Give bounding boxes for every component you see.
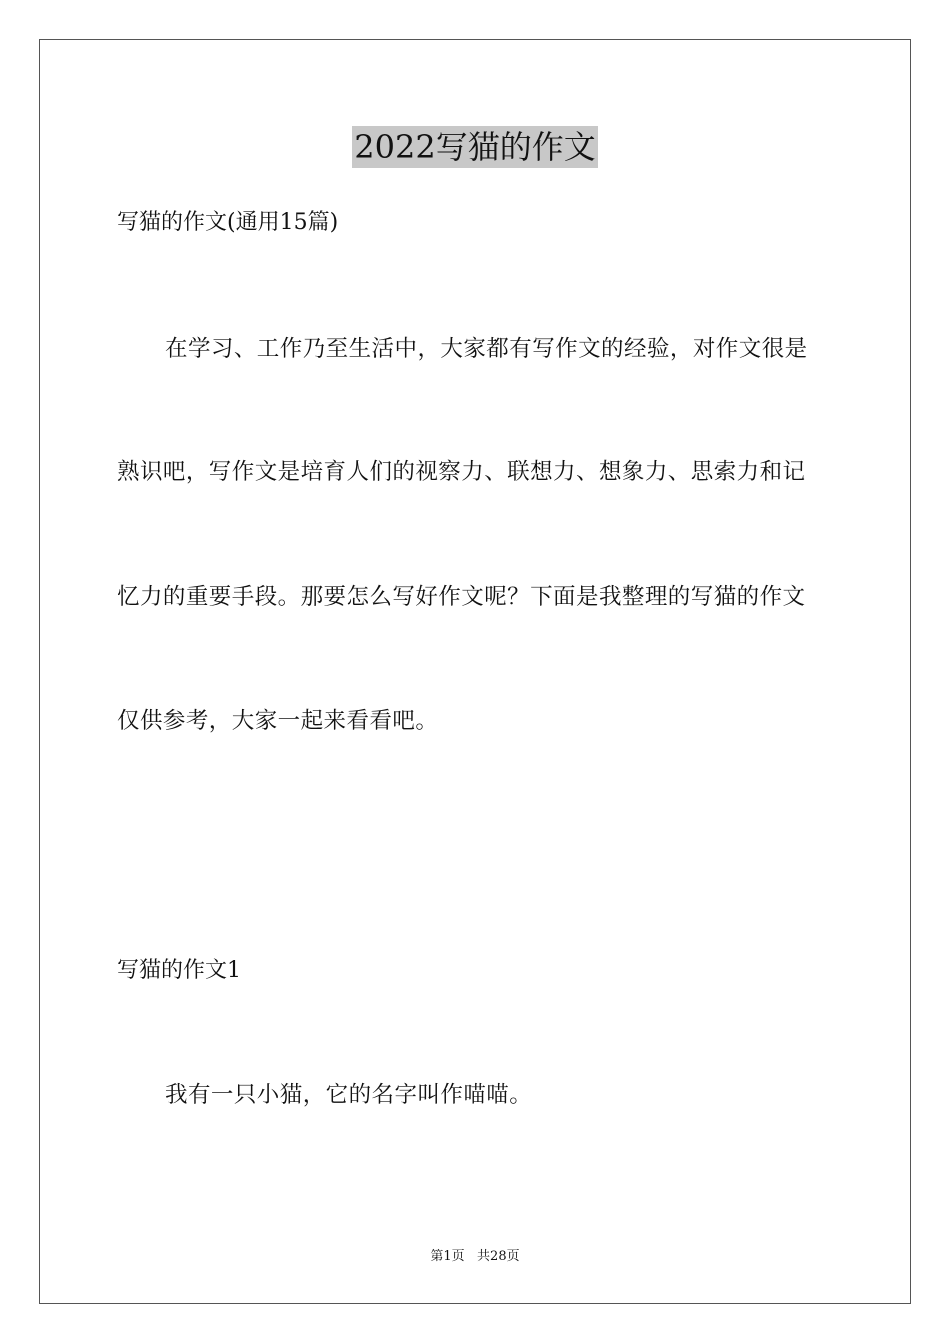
- document-title: 2022写猫的作文: [354, 128, 596, 166]
- document-subtitle: 写猫的作文(通用15篇): [117, 210, 339, 235]
- title-wrap: [0, 126, 950, 168]
- section-title: 写猫的作文1: [117, 958, 241, 983]
- intro-line-3: 忆力的重要手段。那要怎么写好作文呢？下面是我整理的写猫的作文: [117, 584, 806, 610]
- intro-line-2: 熟识吧，写作文是培育人们的视察力、联想力、想象力、思索力和记: [117, 459, 806, 485]
- page-footer: 第1页 共28页: [430, 1249, 520, 1264]
- intro-line-4: 仅供参考，大家一起来看看吧。: [117, 708, 439, 734]
- section-body-line-1: 我有一只小猫，它的名字叫作喵喵。: [165, 1082, 533, 1108]
- intro-line-1: 在学习、工作乃至生活中，大家都有写作文的经验，对作文很是: [165, 336, 808, 362]
